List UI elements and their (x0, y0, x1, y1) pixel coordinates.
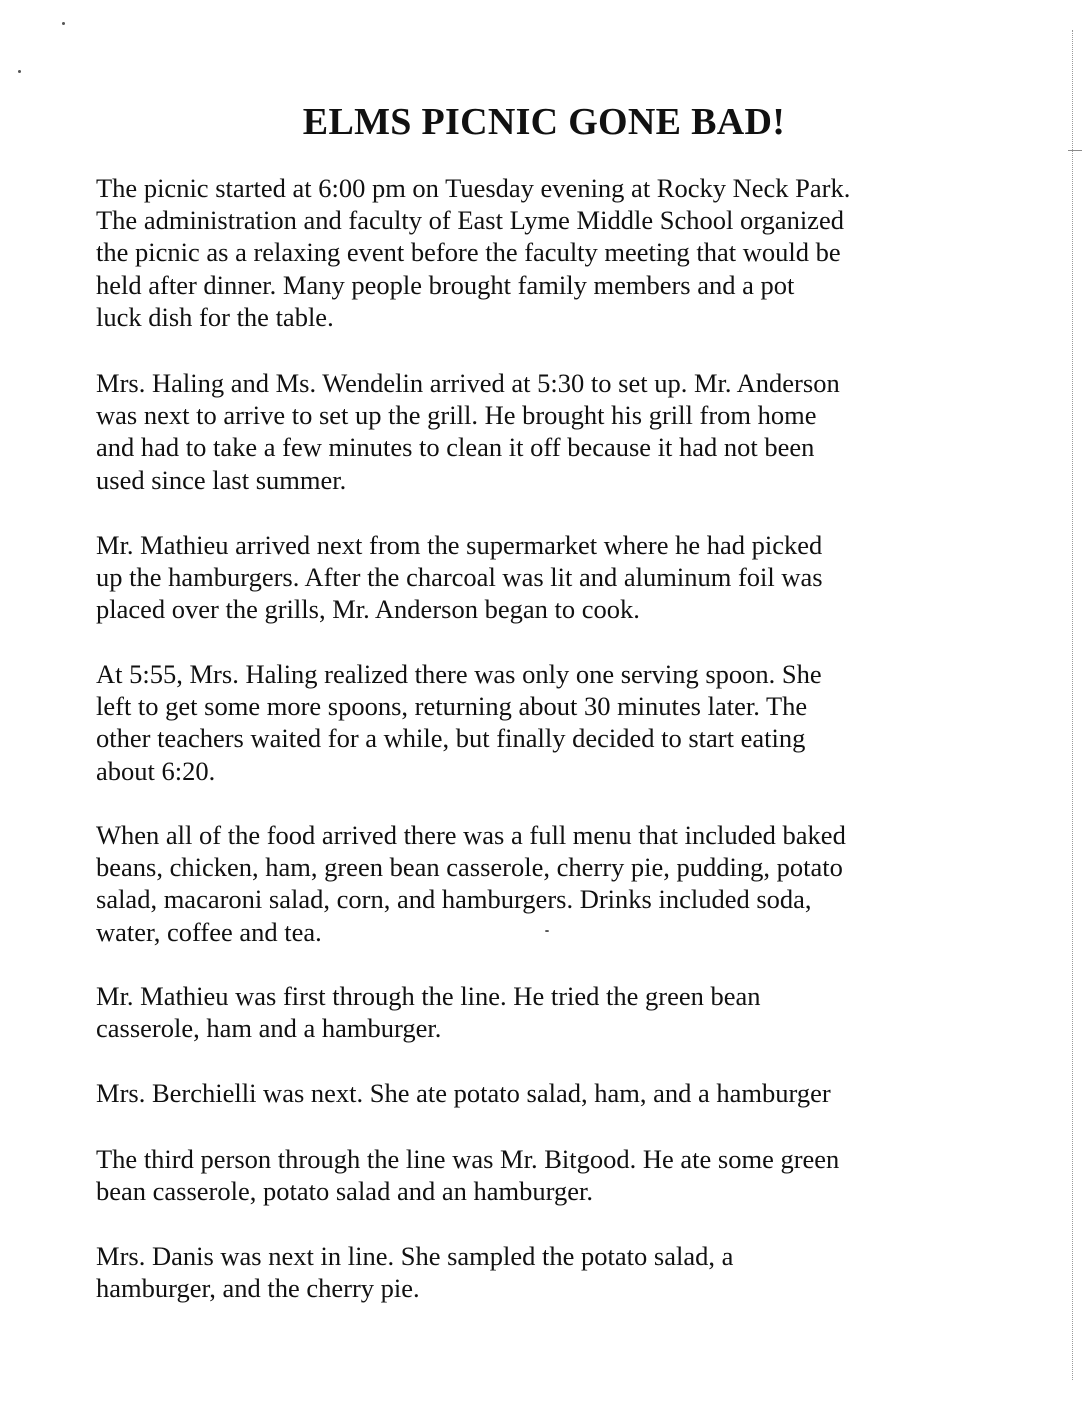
scan-speck (62, 22, 65, 25)
paragraph-spoons: At 5:55, Mrs. Haling realized there was only one serving spoon. She left to get some more spoons, returning about 30 minutes later. The other teachers waited for a while, but finally decided to start eating about 6:20. (96, 659, 822, 786)
paragraph-menu: When all of the food arrived there was a full menu that included baked beans, chicken, ham, green bean casserole, cherry pie, pudding, potato salad, macaroni salad, corn, and hamburgers. Drinks included soda, water, coffee and tea. (96, 820, 846, 947)
paragraph-berchielli: Mrs. Berchielli was next. She ate potato salad, ham, and a hamburger (96, 1078, 831, 1108)
scan-edge-artifact (1072, 30, 1074, 1380)
paragraph-mathieu: Mr. Mathieu was first through the line. He tried the green bean casserole, ham and a hamburger. (96, 981, 761, 1044)
scan-speck (545, 930, 549, 932)
scan-speck (18, 70, 21, 73)
scan-tick-artifact (1068, 150, 1082, 151)
paragraph-bitgood: The third person through the line was Mr. Bitgood. He ate some green bean casserole, potato salad and an hamburger. (96, 1144, 840, 1207)
document-title: ELMS PICNIC GONE BAD! (302, 101, 786, 143)
paragraph-picnic-start: The picnic started at 6:00 pm on Tuesday evening at Rocky Neck Park. The administration and faculty of East Lyme Middle School organized the picnic as a relaxing event before the faculty meeting that would be held after dinner. Many people brought family members and a pot luck dish for the table. (96, 173, 851, 332)
paragraph-danis: Mrs. Danis was next in line. She sampled the potato salad, a hamburger, and the cherry pie. (96, 1241, 734, 1304)
paragraph-hamburgers: Mr. Mathieu arrived next from the supermarket where he had picked up the hamburgers. After the charcoal was lit and aluminum foil was placed over the grills, Mr. Anderson began to cook. (96, 530, 823, 625)
paragraph-setup: Mrs. Haling and Ms. Wendelin arrived at 5:30 to set up. Mr. Anderson was next to arrive to set up the grill. He brought his grill from home and had to take a few minutes to clean it off because it had not been used since last summer. (96, 368, 840, 495)
